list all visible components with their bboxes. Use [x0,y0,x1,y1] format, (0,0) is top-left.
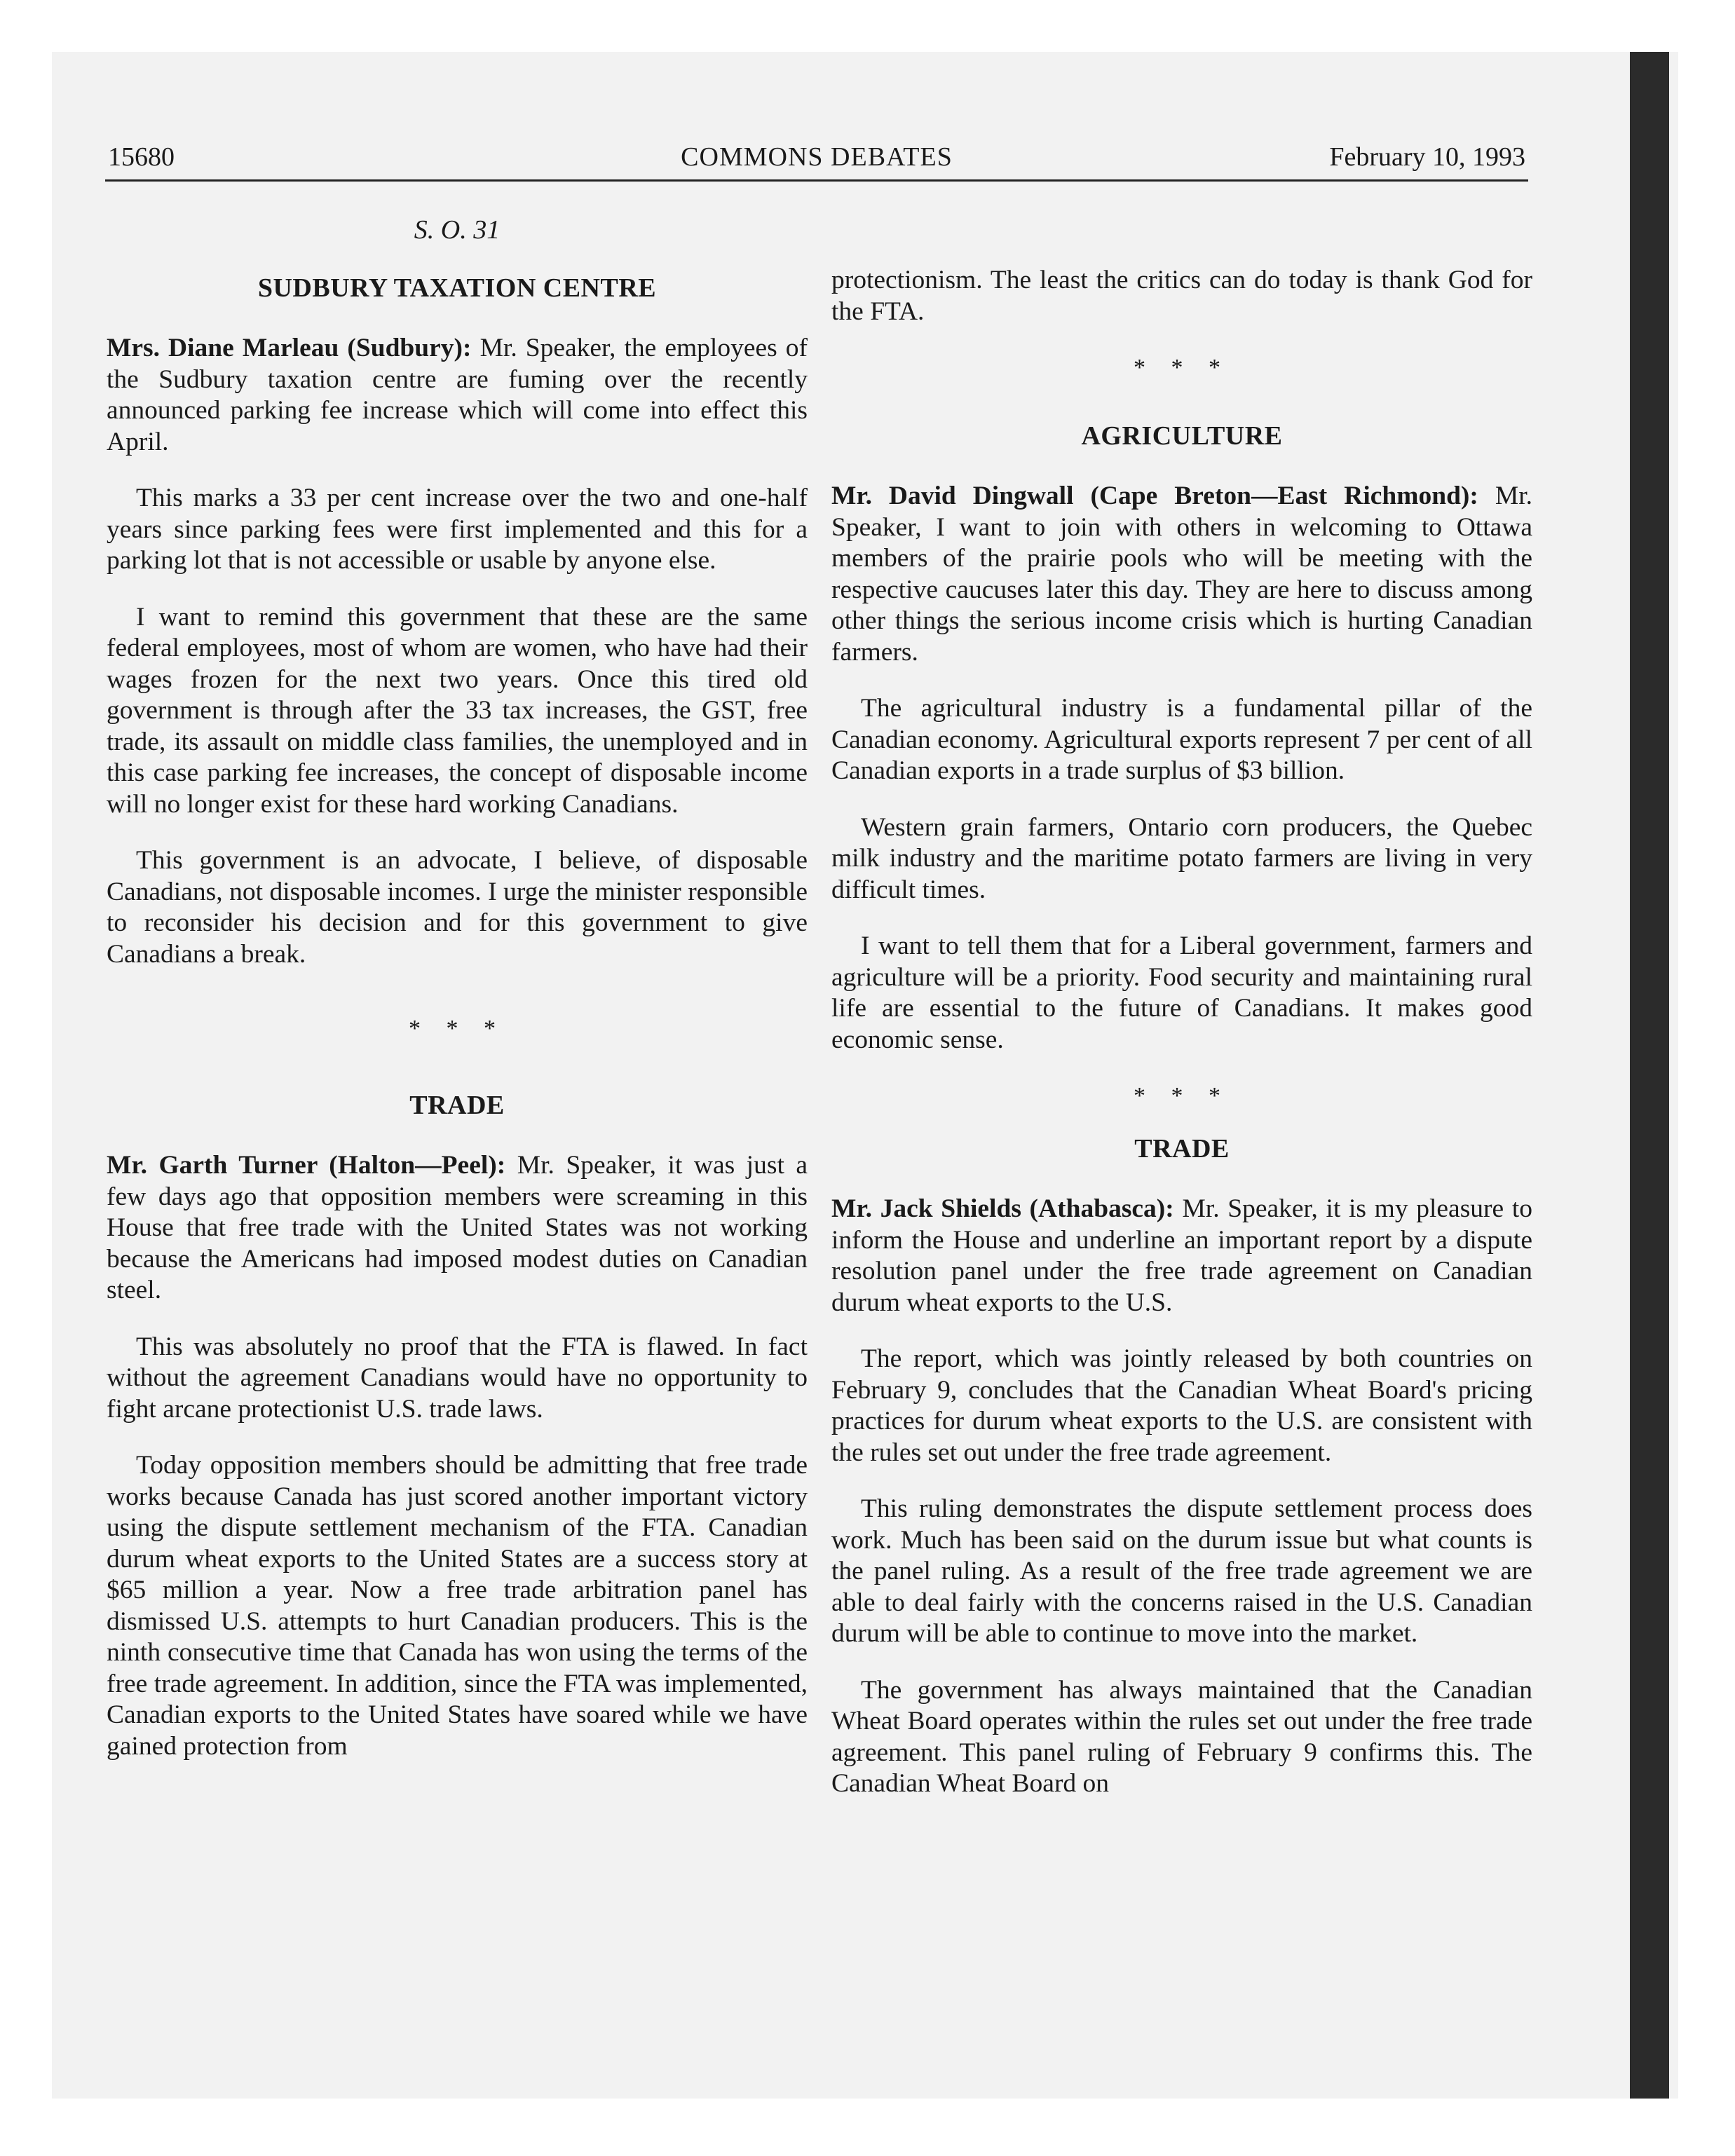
statement-paragraph [107,1150,808,1306]
statement-text: Mr. Speaker, it is my pleasure to inform the House and underline an important report by a dispute resolution panel under the free trade agreement on Canadian durum wheat exports to the U.S. [831,1194,1532,1317]
statement-paragraph [107,333,808,458]
statement-paragraph: Today opposition members should be admitting that free trade works because Canada has just scored another important victory using the dispute settlement mechanism of the FTA. Canadian durum wheat exports to the United States are a success story at $65 million a year. Now a free trade arbitration panel has dismissed U.S. attempts to hurt Canadian producers. This is the ninth consecutive time that Canada has won using the terms of the free trade agreement. In addition, since the FTA was implemented, Canadian exports to the United States have soared while we have gained protection from [107,1451,808,1761]
section-separator: * * * [1134,1083,1230,1109]
statement-text: Mr. Speaker, the employees of the Sudbury taxation centre are fuming over the recently announced parking fee increase which will come into effect this April. [107,334,808,456]
statement-text: Mr. Speaker, it was just a few days ago that opposition members were screaming in this House that free trade with the United States was not working because the Americans had imposed modest duties on Canadian steel. [107,1151,808,1304]
section-separator: * * * [409,1016,505,1042]
speaker-name: Mr. Jack Shields (Athabasca): [831,1194,1174,1223]
statement-paragraph [831,1194,1532,1318]
statement-paragraph: This government is an advocate, I believe, of disposable Canadians, not disposable incomes. I urge the minister responsible to reconsider his decision and for this government to give Canadians a break. [107,846,808,969]
speaker-name: Mr. Garth Turner (Halton—Peel): [107,1151,506,1180]
running-head [105,137,1528,182]
statement-paragraph: This marks a 33 per cent increase over the two and one-half years since parking fees were first implemented and this for a parking lot that is not accessible or usable by anyone else. [107,484,808,575]
continued-paragraph: protectionism. The least the critics can do today is thank God for the FTA. [831,266,1532,326]
right-column [831,265,1532,1825]
left-column [107,214,808,1787]
statement-paragraph: The agricultural industry is a fundamental pillar of the Canadian economy. Agricultural exports represent 7 per cent of all Canadian exports in a trade surplus of $3 billion. [831,694,1532,785]
page-number: 15680 [108,142,175,172]
page-date: February 10, 1993 [1329,142,1525,172]
statement-paragraph [831,481,1532,668]
scan-edge-shadow [1630,52,1669,2099]
statement-paragraph: This was absolutely no proof that the FTA is flawed. In fact without the agreement Canadians would have no opportunity to fight arcane protectionist U.S. trade laws. [107,1332,808,1424]
statement-text: Mr. Speaker, I want to join with others in welcoming to Ottawa members of the prairie pools who will be meeting with the respective caucuses later this day. They are here to discuss among other things the serious income crisis which is hurting Canadian farmers. [831,482,1533,667]
statement-paragraph: I want to tell them that for a Liberal government, farmers and agriculture will be a priority. Food security and maintaining rural life are essential to the future of Canadians. It makes good economic sense. [831,932,1532,1054]
journal-title: COMMONS DEBATES [681,142,953,172]
section-heading: TRADE [409,1090,505,1120]
standing-order-label: S. O. 31 [414,215,501,245]
statement-paragraph: The government has always maintained that the Canadian Wheat Board operates within the rules set out under the free trade agreement. This panel ruling of February 9 confirms this. The Canadian Wheat Board on [831,1675,1532,1798]
statement-paragraph: This ruling demonstrates the dispute settlement process does work. Much has been said on the durum issue but what counts is the panel ruling. As a result of the free trade agreement we are able to deal fairly with the concerns raised in the U.S. Canadian durum will be able to continue to move into the market. [831,1494,1532,1648]
section-heading: SUDBURY TAXATION CENTRE [257,273,657,303]
statement-paragraph: I want to remind this government that these are the same federal employees, most of whom are women, who have had their wages frozen for the next two years. Once this tired old government is through after the 33 tax increases, the GST, free trade, its assault on middle class families, the unemployed and in this case parking fee increases, the concept of disposable income will no longer exist for these hard working Canadians. [107,602,808,819]
speaker-name: Mrs. Diane Marleau (Sudbury): [107,334,472,362]
statement-paragraph: Western grain farmers, Ontario corn producers, the Quebec milk industry and the maritime potato farmers are living in very difficult times. [831,812,1532,904]
section-heading: AGRICULTURE [1081,421,1283,451]
section-separator: * * * [1134,355,1230,381]
speaker-name: Mr. David Dingwall (Cape Breton—East Richmond): [831,482,1478,510]
statement-paragraph: The report, which was jointly released by both countries on February 9, concludes that the Canadian Wheat Board's pricing practices for durum wheat exports to the U.S. are consistent with the rules set out under the free trade agreement. [831,1344,1532,1467]
section-heading: TRADE [1134,1133,1230,1164]
